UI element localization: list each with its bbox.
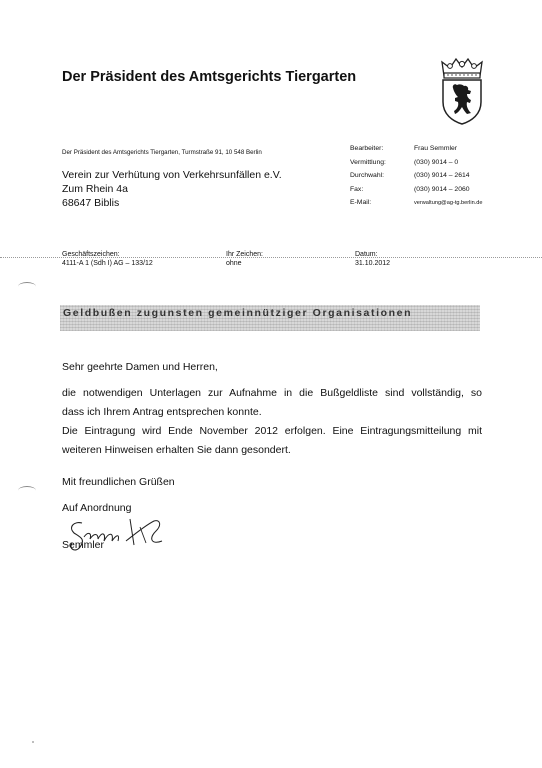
- fold-mark: [18, 282, 36, 291]
- subject-text: Geldbußen zugunsten gemeinnütziger Organisationen: [63, 307, 413, 319]
- reference-value: ohne: [226, 260, 242, 267]
- berlin-bear-crest-icon: [438, 56, 486, 126]
- reference-value: 4111-A 1 (Sdh I) AG – 133/12: [62, 260, 153, 267]
- recipient-address: [62, 168, 282, 210]
- recipient-city: 68647 Biblis: [62, 197, 120, 209]
- reference-label: Datum:: [355, 251, 378, 258]
- scan-speck: [32, 741, 34, 743]
- fold-mark: [18, 486, 36, 495]
- contact-label: E-Mail:: [350, 199, 372, 206]
- paragraph-line: dass ich Ihrem Antrag entsprechen konnte.: [62, 406, 262, 418]
- contact-value: Frau Semmler: [414, 145, 458, 152]
- signatory-name: Semmler: [62, 539, 105, 551]
- contact-label: Vermittlung:: [350, 158, 386, 166]
- contact-email: verwaltung@ag-tg.berlin.de: [414, 200, 483, 206]
- reference-value: 31.10.2012: [355, 260, 391, 267]
- closing: Mit freundlichen Grüßen: [62, 476, 175, 488]
- contact-value: (030) 9014 – 2614: [414, 172, 470, 179]
- salutation: Sehr geehrte Damen und Herren,: [62, 361, 218, 373]
- auf-anordnung: Auf Anordnung: [62, 502, 132, 514]
- recipient-street: Zum Rhein 4a: [62, 183, 128, 195]
- recipient-name: Verein zur Verhütung von Verkehrsunfällen e.V.: [62, 169, 282, 181]
- contact-label: Bearbeiter:: [350, 145, 384, 152]
- paragraph-line: die notwendigen Unterlagen zur Aufnahme in die Bußgeldliste sind vollständig, so: [62, 387, 482, 399]
- reference-datum: [355, 250, 390, 268]
- page-title: Der Präsident des Amtsgerichts Tiergarten: [62, 69, 357, 85]
- reference-label: Geschäftszeichen:: [62, 251, 120, 258]
- paragraph-line: Die Eintragung wird Ende November 2012 erfolgen. Eine Eintragungsmitteilung mit: [62, 425, 482, 437]
- sender-line: Der Präsident des Amtsgerichts Tiergarten, Turmstraße 91, 10 548 Berlin: [62, 149, 262, 156]
- reference-ihr-zeichen: [226, 250, 263, 268]
- reference-label: Ihr Zeichen:: [226, 251, 263, 258]
- contact-value: (030) 9014 – 0: [414, 158, 459, 166]
- paragraph-2: [62, 422, 482, 460]
- subject-banner: [60, 305, 480, 331]
- contact-label: Fax:: [350, 185, 364, 193]
- paragraph-1: [62, 384, 482, 422]
- reference-geschaeftszeichen: [62, 250, 153, 268]
- contact-label: Durchwahl:: [350, 172, 384, 179]
- paragraph-line: weiteren Hinweisen erhalten Sie dann gesondert.: [62, 444, 291, 456]
- contact-value: (030) 9014 – 2060: [414, 185, 470, 193]
